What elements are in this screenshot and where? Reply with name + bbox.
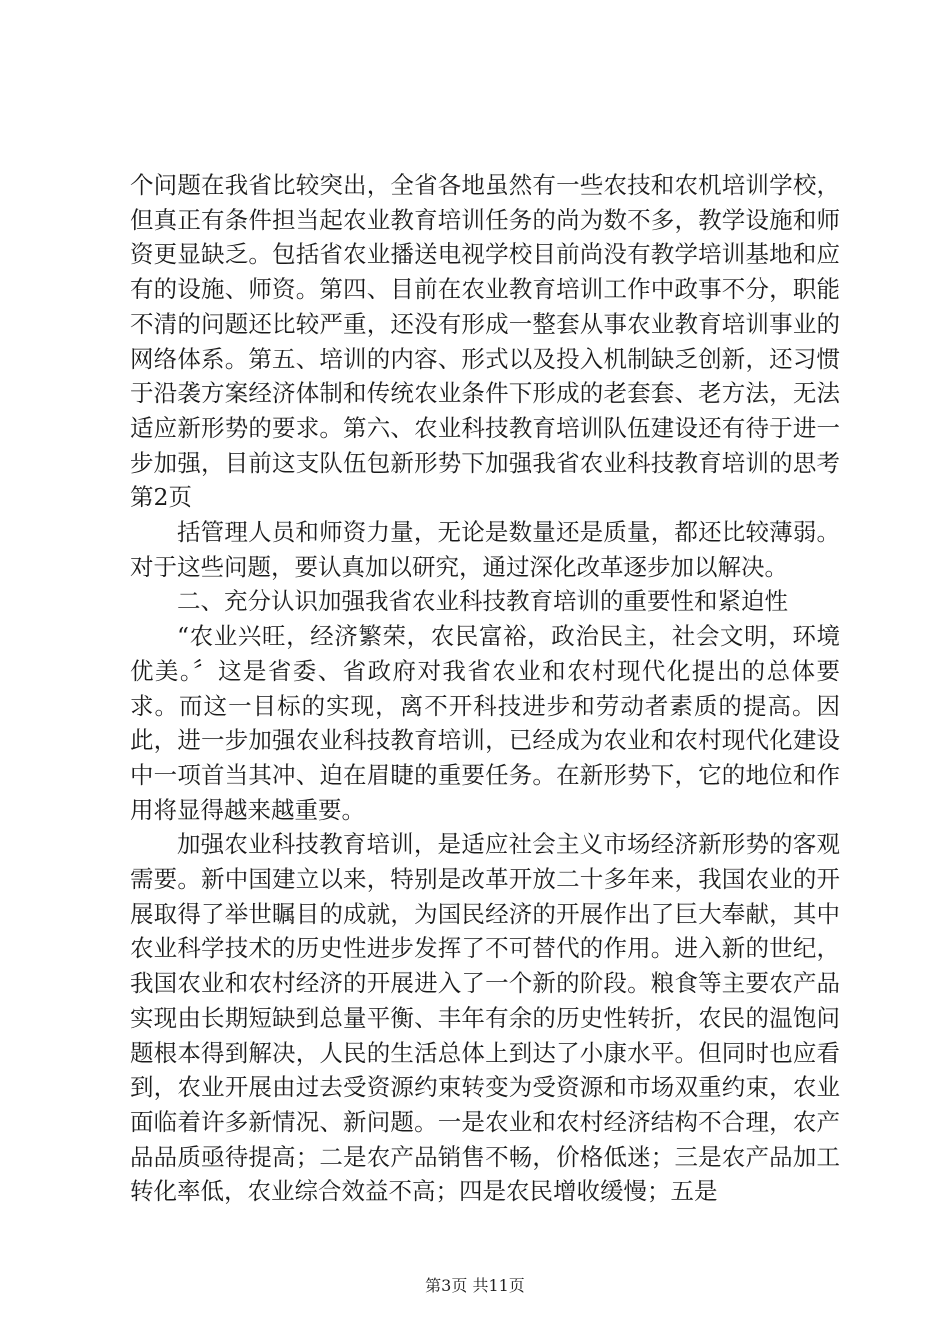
paragraph: 加强农业科技教育培训，是适应社会主义市场经济新形势的客观需要。新中国建立以来，特别是改革开放二十多年来，我国农业的开展取得了举世瞩目的成就，为国民经济的开展作出了巨大奉献，其中农业科学技术的历史性进步发挥了不可替代的作用。进入新的世纪，我国农业和农村经济的开展进入了一个新的阶段。粮食等主要农产品实现由长期短缺到总量平衡、丰年有余的历史性转折，农民的温饱问题根本得到解决，人民的生活总体上到达了小康水平。但同时也应看到，农业开展由过去受资源约束转变为受资源和市场双重约束，农业面临着许多新情况、新问题。一是农业和农村经济结构不合理，农产品品质亟待提高；二是农产品销售不畅，价格低迷；三是农产品加工转化率低，农业综合效益不高；四是农民增收缓慢；五是	[130, 830, 840, 1206]
document-body	[130, 168, 840, 1209]
paragraph-continuation: 个问题在我省比较突出，全省各地虽然有一些农技和农机培训学校，但真正有条件担当起农业教育培训任务的尚为数不多，教学设施和师资更显缺乏。包括省农业播送电视学校目前尚没有教学培训基地和应有的设施、师资。第四、目前在农业教育培训工作中政事不分，职能不清的问题还比较严重，还没有形成一整套从事农业教育培训事业的网络体系。第五、培训的内容、形式以及投入机制缺乏创新，还习惯于沿袭方案经济体制和传统农业条件下形成的老套套、老方法，无法适应新形势的要求。第六、农业科技教育培训队伍建设还有待于进一步加强，目前这支队伍包新形势下加强我省农业科技教育培训的思考第2页	[130, 171, 840, 512]
paragraph: 括管理人员和师资力量，无论是数量还是质量，都还比较薄弱。对于这些问题，要认真加以研究，通过深化改革逐步加以解决。	[130, 518, 840, 581]
section-heading: 二、充分认识加强我省农业科技教育培训的重要性和紧迫性	[177, 587, 788, 616]
paragraph: “农业兴旺，经济繁荣，农民富裕，政治民主，社会文明，环境优美。〞这是省委、省政府对我省农业和农村现代化提出的总体要求。而这一目标的实现，离不开科技进步和劳动者素质的提高。因此，进一步加强农业科技教育培训，已经成为农业和农村现代化建设中一项首当其冲、迫在眉睫的重要任务。在新形势下，它的地位和作用将显得越来越重要。	[130, 622, 840, 824]
page-footer: 第3页 共11页	[425, 1276, 525, 1295]
